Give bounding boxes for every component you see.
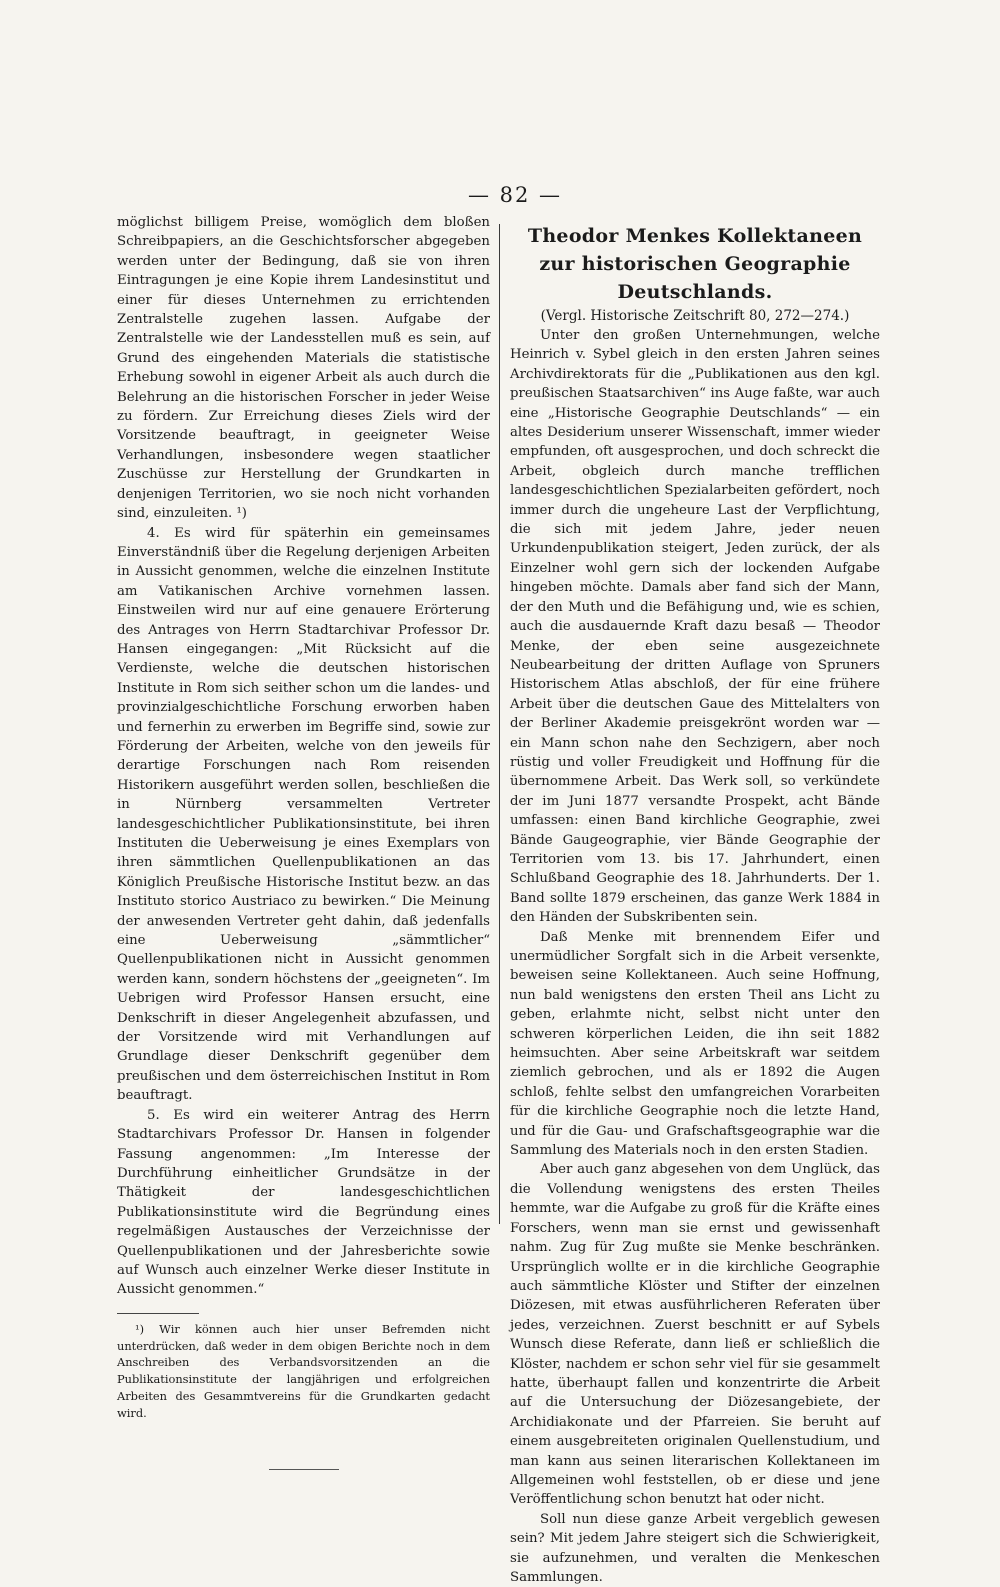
- paragraph: Unter den großen Unternehmungen, welche Heinrich v. Sybel gleich in den ersten Jahren seines Archivdirektorats für die „Publikationen aus den kgl. preußischen Staatsarchiven“ ins Auge faßte, war auch eine „Historische Geographie Deutschlands“ — ein altes Desiderium unserer Wissenschaft, immer wieder empfunden, oft ausgesprochen, und doch schreckt die Arbeit, obgleich durch manche trefflichen landesgeschichtlichen Spezialarbeiten gefördert, noch immer durch die ungeheure Last der Verpflichtung, die sich mit jedem Jahre, jeder neuen Urkundenpublikation steigert, Jeden zurück, der als Einzelner wohl gern sich der lockenden Aufgabe hingeben möchte. Damals aber fand sich der Mann, der den Muth und die Befähigung und, wie es schien, auch die ausdauernde Kraft dazu besaß — Theodor Menke, der eben seine ausgezeichnete Neubearbeitung der dritten Auflage von Spruners Historischem Atlas abschloß, der für eine frühere Arbeit über die deutschen Gaue des Mittelalters von der Berliner Akademie preisgekrönt worden war — ein Mann schon nahe den Sechzigern, aber noch rüstig und voller Freudigkeit und Hoffnung für die übernommene Arbeit. Das Werk soll, so verkündete der im Juni 1877 versandte Prospekt, acht Bände umfassen: einen Band kirchliche Geographie, zwei Bände Gaugeographie, vier Bände Geographie der Territorien vom 13. bis 17. Jahrhundert, einen Schlußband Geographie des 18. Jahrhunderts. Der 1. Band sollte 1879 erscheinen, das ganze Werk 1884 in den Händen der Subskribenten sein.: [510, 328, 880, 926]
- paragraph: 4. Es wird für späterhin ein gemeinsames Einverständniß über die Regelung derjenigen Arbeiten in Aussicht genommen, welche die einzelnen Institute am Vatikanischen Archive vornehmen lassen. Einstweilen wird nur auf eine genauere Erörterung des Antrages von Herrn Stadtarchivar Professor Dr. Hansen eingegangen: „Mit Rücksicht auf die Verdienste, welche die deutschen historischen Institute in Rom sich seither schon um die landes- und provinzialgeschichtliche Forschung erworben haben und fernerhin zu erwerben im Begriffe sind, sowie zur Förderung der Arbeiten, welche von den jeweils für derartige Forschungen nach Rom reisenden Historikern ausgeführt werden sollen, beschließen die in Nürnberg versammelten Vertreter landesgeschichtlicher Publikationsinstitute, bei ihren Instituten die Ueberweisung je eines Exemplars von ihren sämmtlichen Quellenpublikationen an das Königlich Preußische Historische Institut bezw. an das Instituto storico Austriaco zu bewirken.“ Die Meinung der anwesenden Vertreter geht dahin, daß jedenfalls eine Ueberweisung „sämmtlicher“ Quellenpublikationen nicht in Aussicht genommen werden kann, sondern höchstens der „geeigneten“. Im Uebrigen wird Professor Hansen ersucht, eine Denkschrift in dieser Angelegenheit abzufassen, und der Vorsitzende wird mit Verhandlungen auf Grundlage dieser Denkschrift gegenüber dem preußischen und dem österreichischen Institut in Rom beauftragt.: [117, 525, 490, 1104]
- paragraph: Daß Menke mit brennendem Eifer und unermüdlicher Sorgfalt sich in die Arbeit versenkte, beweisen seine Kollektaneen. Auch seine Hoffnung, nun bald wenigstens den ersten Theil ans Licht zu geben, erlahmte nicht, selbst nicht unter den schweren körperlichen Leiden, die ihn seit 1882 heimsuchten. Aber seine Arbeitskraft war seitdem ziemlich gebrochen, und als er 1892 die Augen schloß, fehlte selbst den umfangreichen Vorarbeiten für die kirchliche Geographie noch die letzte Hand, und für die Gau- und Grafschaftsgeographie war die Sammlung des Materials noch in den ersten Stadien.: [510, 929, 880, 1159]
- section-end-divider: [269, 1469, 339, 1470]
- left-column: [117, 213, 490, 1470]
- footnote: ¹) Wir können auch hier unser Befremden nicht unterdrücken, daß weder in dem obigen Berichte noch in dem Anschreiben des Verbandsvorsitzenden an die Publikationsinstitute der langjährigen und erfolgreichen Arbeiten des Gesammtvereins für die Grundkarten gedacht wird.: [117, 1321, 490, 1420]
- column-divider: [499, 224, 500, 1224]
- paragraph: Aber auch ganz abgesehen von dem Unglück, das die Vollendung wenigstens des ersten Theiles hemmte, war die Aufgabe zu groß für die Kräfte eines Forschers, wenn man sie ernst und gewissenhaft nahm. Zug für Zug mußte sie Menke beschränken. Ursprünglich wollte er in die kirchliche Geographie auch sämmtliche Klöster und Stifter der einzelnen Diözesen, mit etwas ausführlicheren Referaten über jedes, verzeichnen. Zuerst beschnitt er auf Sybels Wunsch diese Referate, dann ließ er schließlich die Klöster, nachdem er schon sehr viel für sie gesammelt hatte, überhaupt fallen und konzentrirte die Arbeit auf die Untersuchung der Diözesangebiete, der Archidiakonate und der Pfarreien. Sie beruht auf einem ausgebreiteten originalen Quellenstudium, und man kann aus seinen literarischen Kollektaneen im Allgemeinen wohl feststellen, ob er diese und jene Veröffentlichung schon benutzt hat oder nicht.: [510, 1162, 880, 1508]
- right-column: [510, 222, 880, 1587]
- article-reference: (Vergl. Historische Zeitschrift 80, 272—274.): [540, 308, 850, 324]
- page-number: — 82 —: [467, 183, 563, 207]
- paragraph: möglichst billigem Preise, womöglich dem bloßen Schreibpapiers, an die Geschichtsforscher abgegeben werden unter der Bedingung, daß sie von ihren Eintragungen je eine Kopie ihrem Landesinstitut und einer für dieses Unternehmen zu errichtenden Zentralstelle zugehen lassen. Aufgabe der Zentralstelle wie der Landesstellen muß es sein, auf Grund des eingehenden Materials die statistische Erhebung sowohl in eigener Arbeit als auch durch die Belehrung an die historischen Forscher in jeder Weise zu fördern. Zur Erreichung dieses Ziels wird der Vorsitzende beauftragt, in geeigneter Weise Verhandlungen, insbesondere wegen staatlicher Zuschüsse zur Herstellung der Grundkarten in denjenigen Territorien, wo sie noch nicht vorhanden sind, einzuleiten. ¹): [117, 215, 490, 522]
- paragraph: 5. Es wird ein weiterer Antrag des Herrn Stadtarchivars Professor Dr. Hansen in folgender Fassung angenommen: „Im Interesse der Durchführung einheitlicher Grundsätze in der Thätigkeit der landesgeschichtlichen Publikationsinstitute wird die Begründung eines regelmäßigen Austausches der Verzeichnisse der Quellenpublikationen und der Jahresberichte sowie auf Wunsch auch einzelner Werke dieser Institute in Aussicht genommen.“: [117, 1107, 490, 1298]
- paragraph: Soll nun diese ganze Arbeit vergeblich gewesen sein? Mit jedem Jahre steigert sich die Schwierigkeit, sie aufzunehmen, und veralten die Menkeschen Sammlungen.: [510, 1511, 880, 1585]
- footnote-divider: [117, 1313, 199, 1314]
- article-title: Theodor Menkes Kollektaneen zur historischen Geographie Deutschlands.: [527, 225, 863, 303]
